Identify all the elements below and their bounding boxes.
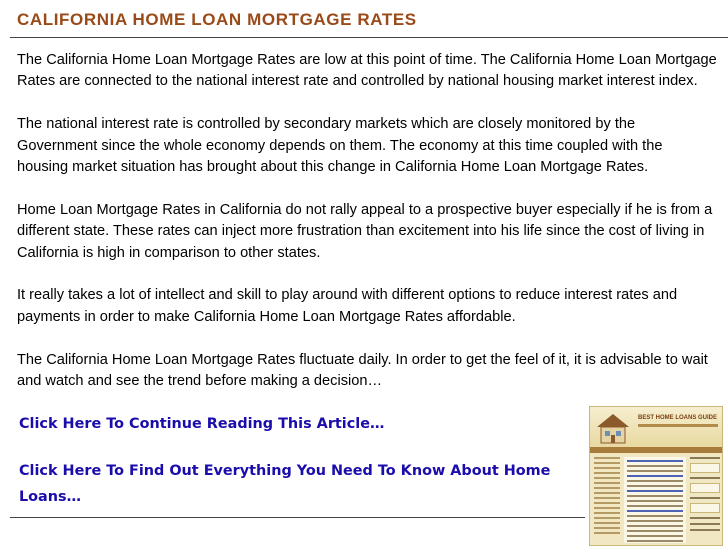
thumbnail-subtitle-bar [638,424,718,427]
home-loans-info-link[interactable]: Click Here To Find Out Everything You Need To Know About Home Loans… [19,463,551,505]
house-icon [594,411,632,445]
bottom-divider [10,517,585,518]
article-paragraph: The California Home Loan Mortgage Rates are low at this point of time. The California Home Loan Mortgage Rates are connected to the national interest rate and controlled by national housing market interest index. [17,52,717,90]
link-group [19,411,584,510]
thumbnail-right-column [690,457,720,543]
article-paragraph: It really takes a lot of intellect and skill to play around with different options to reduce interest rates and payments in order to make California Home Loan Mortgage Rates affordable. [17,287,678,325]
title-divider [10,37,728,38]
article-body [17,50,717,392]
article-paragraph: The national interest rate is controlled by secondary markets which are closely monitored by the Government since the whole economy depends on them. The economy at this time coupled with the housing market situation has brought about this change in California Home Loan Mortgage Rates. [17,116,663,176]
thumbnail-main-content [624,457,686,543]
article-paragraph: The California Home Loan Mortgage Rates fluctuate daily. In order to get the feel of it, it is advisable to wait and watch and see the trend before making a decision… [17,351,708,390]
website-thumbnail [589,406,723,546]
thumbnail-header [590,407,723,447]
continue-reading-link[interactable]: Click Here To Continue Reading This Article… [19,416,385,432]
thumbnail-title: BEST HOME LOANS GUIDE [638,415,718,421]
article-paragraph: Home Loan Mortgage Rates in California do not rally appeal to a prospective buyer especially if he is from a different state. These rates can inject more frustration than excitement into his life since the cost of living in California is high in comparison to other states. [17,201,713,261]
thumbnail-nav-bar [590,447,723,453]
thumbnail-sidebar [594,457,620,543]
page-title: CALIFORNIA HOME LOAN MORTGAGE RATES [17,10,417,29]
